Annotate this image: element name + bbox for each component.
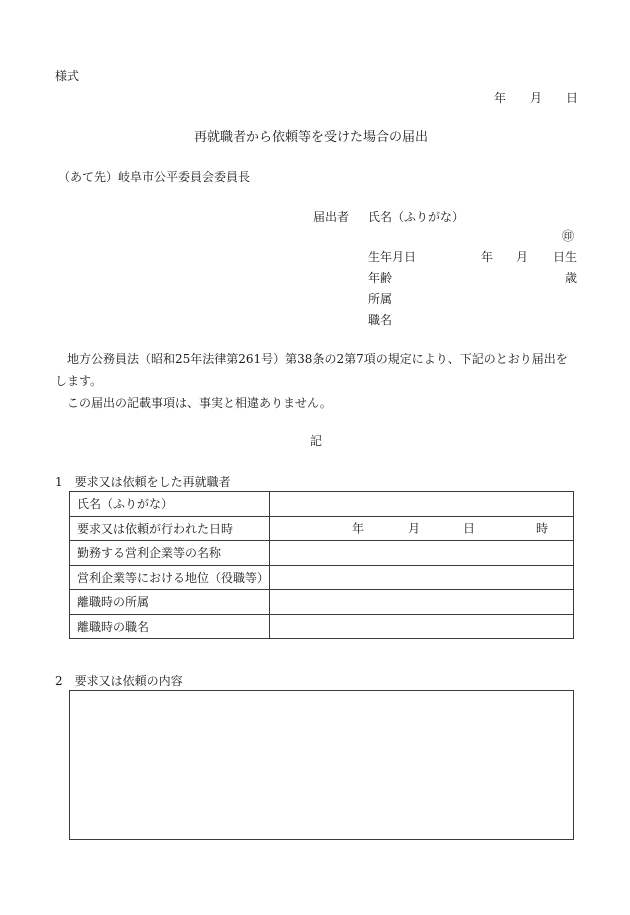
table-row	[70, 565, 574, 590]
datetime-month: 月	[408, 521, 421, 536]
applicant-name-label: 氏名（ふりがな）	[368, 210, 465, 224]
row-label: 営利企業等における地位（役職等）	[70, 565, 270, 590]
birth-year: 年	[481, 250, 494, 264]
table-row	[70, 541, 574, 566]
table-row	[70, 590, 574, 615]
datetime-year: 年	[352, 521, 365, 536]
section1-heading: 1 要求又は依頼をした再就職者	[55, 475, 231, 489]
affiliation-label: 所属	[368, 292, 393, 306]
datetime-hour: 時	[536, 521, 549, 536]
row-value-cell	[270, 541, 574, 566]
row-label: 勤務する営利企業等の名称	[70, 541, 270, 566]
row-value-cell	[270, 565, 574, 590]
position-label: 職名	[368, 313, 393, 327]
body-paragraph-2: この届出の記載事項は、事実と相違ありません。	[55, 396, 332, 410]
addressee: （あて先）岐阜市公平委員会委員長	[58, 170, 251, 184]
form-title: 再就職者から依頼等を受けた場合の届出	[194, 130, 429, 145]
birth-day: 日生	[553, 250, 578, 264]
row-label: 氏名（ふりがな）	[70, 492, 270, 517]
age-unit: 歳	[565, 271, 578, 285]
birth-month: 月	[516, 250, 529, 264]
request-content-box	[69, 690, 574, 840]
table-row	[70, 492, 574, 517]
row-label: 離職時の職名	[70, 614, 270, 639]
ki-heading: 記	[310, 434, 323, 448]
row-label: 離職時の所属	[70, 590, 270, 615]
row-label: 要求又は依頼が行われた日時	[70, 516, 270, 541]
datetime-day: 日	[463, 521, 476, 536]
seal-mark: ㊞	[562, 229, 575, 243]
datetime-cell	[270, 516, 574, 541]
section2-heading: 2 要求又は依頼の内容	[55, 674, 183, 688]
date-day: 日	[566, 91, 579, 105]
birthdate-label: 生年月日	[368, 250, 417, 264]
table-row	[70, 516, 574, 541]
table-row	[70, 614, 574, 639]
date-month: 月	[530, 91, 543, 105]
form-label: 様式	[55, 69, 80, 83]
row-value-cell	[270, 492, 574, 517]
applicant-label: 届出者	[313, 210, 350, 224]
date-year: 年	[494, 91, 507, 105]
row-value-cell	[270, 590, 574, 615]
retiree-info-table	[69, 491, 574, 639]
body-paragraph-1: 地方公務員法（昭和25年法律第261号）第38条の2第7項の規定により、下記のとおり届出をします。	[55, 352, 568, 388]
age-label: 年齢	[368, 271, 393, 285]
row-value-cell	[270, 614, 574, 639]
